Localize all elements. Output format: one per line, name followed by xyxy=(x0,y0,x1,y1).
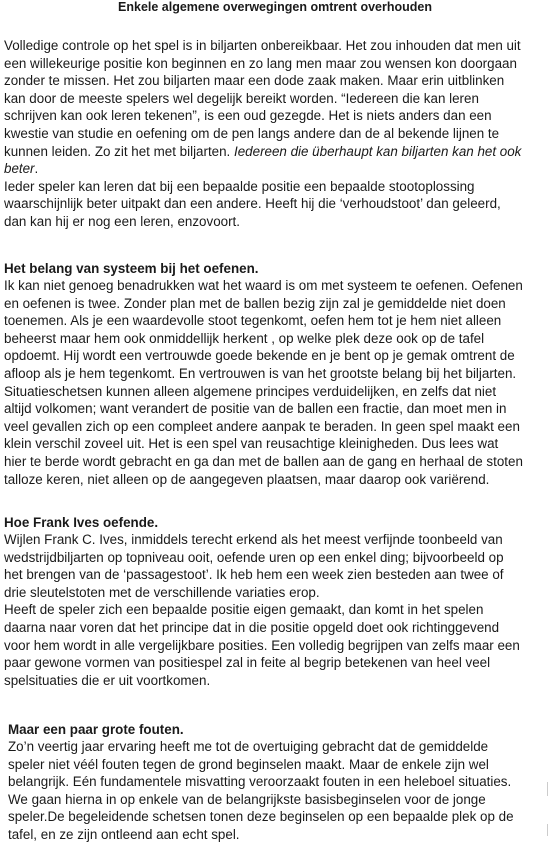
ives-paragraph xyxy=(4,531,548,689)
text-line: veel gevallen zich op een compleet andere aanpak te beraden. In geen spel maakt een xyxy=(4,418,520,434)
text-line: afloop als je hem tegenkomt. En vertrouwen is van het grootste belang bij het biljarten. xyxy=(4,365,517,381)
text-line: het brengen van de ‘passagestoot’. Ik heb hem een week zien besteden aan twee of xyxy=(4,567,504,583)
text-line: hier te berde wordt gebracht en ga dan met de ballen aan de gang en herhaal de stoten xyxy=(4,453,523,469)
text-line: Heeft de speler zich een bepaalde positie eigen gemaakt, dan komt in het spelen xyxy=(4,602,484,618)
text-line: tafel, en ze zijn ontleend aan echt spel. xyxy=(8,826,240,842)
text-line: altijd volkomen; want verandert de positie van de ballen een fractie, dan moet men in xyxy=(4,401,507,417)
text-line: talloze keren, niet alleen op de aangegeven plaatsen, maar daarop ook variërend. xyxy=(4,471,490,487)
text-line: belangrijk. Eén fundamentele misvatting veroorzaakt fouten in een heleboel situaties. xyxy=(8,774,512,790)
text-line: paar gewone vormen van positiespel zal in feite al begrip betekenen van heel veel xyxy=(4,655,491,671)
section-heading-ives: Hoe Frank Ives oefende. xyxy=(4,515,159,530)
text-line: wedstrijdbiljarten op topniveau ooit, oefende uren op een enkel ding; bijvoorbeeld op xyxy=(4,549,504,565)
text-line: spelsituaties die er uit voortkomen. xyxy=(4,672,211,688)
text-line: beheerst maar hem ook onmiddellijk herkent , op welke plek deze ook op de tafel xyxy=(4,330,485,346)
text-line: Situatieschetsen kunnen alleen algemene principes verduidelijken, en zelfs dat niet xyxy=(4,383,497,399)
scan-edge-mark xyxy=(547,824,548,836)
system-paragraph xyxy=(4,277,548,488)
text-line: zonder te missen. Het zou biljarten maar een dode zaak maken. Maar erin uitblinken xyxy=(4,73,505,89)
text-line: Wijlen Frank C. Ives, inmiddels terecht erkend als het meest verfijnde toonbeeld van xyxy=(4,532,503,547)
section-heading-system: Het belang van systeem bij het oefenen. xyxy=(4,261,259,276)
text-line: drie sleutelstoten met de verschillende variaties erop. xyxy=(4,584,320,600)
text-line: klein verschil zoveel uit. Het is een spel van reusachtige kleinigheden. Dus lees wat xyxy=(4,436,499,452)
text-line: daarna naar voren dat het principe dat in die positie opgeld doet ook richtinggevend xyxy=(4,619,500,635)
text-line: schrijven kan ook leren tekenen”, is een oud gezegde. Het is niets anders dan een xyxy=(4,108,492,124)
text-line: We gaan hierna in op enkele van de belangrijkste basisbeginselen voor de jonge xyxy=(8,791,486,807)
text-line xyxy=(4,143,548,161)
text-line: en oefenen is twee. Zonder plan met de ballen bezig zijn zal je gemiddelde niet doen xyxy=(4,295,506,311)
faults-paragraph xyxy=(8,738,550,844)
italic-quote: beter xyxy=(4,161,35,177)
text-line: Ik kan niet genoeg benadrukken wat het waard is om met systeem te oefenen. Oefenen xyxy=(4,278,523,293)
text-line: een willekeurige positie kon beginnen en zo lang men maar zou wensen kon doorgaan xyxy=(4,55,517,71)
text-run: kunnen leiden. Zo zit het met biljarten. xyxy=(4,143,231,159)
text-line: Ieder speler kan leren dat bij een bepaalde positie een bepaalde stootoplossing xyxy=(4,178,475,194)
text-line: Zo’n veertig jaar ervaring heeft me tot de overtuiging gebracht dat de gemiddelde xyxy=(8,739,489,754)
text-line: dan kan hij er nog een leren, enzovoort. xyxy=(4,213,240,229)
section-heading-faults: Maar een paar grote fouten. xyxy=(8,722,184,737)
text-line: voor hem wordt in alle vergelijkbare posities. Een volledig begrijpen van zelfs maar een xyxy=(4,637,520,653)
text-line: kwestie van studie en oefening om de pen langs andere dan de al bekende lijnen te xyxy=(4,125,500,141)
italic-quote: Iedereen die überhaupt kan biljarten kan het ook xyxy=(230,143,522,159)
text-line: opdoemt. Hij wordt een vertrouwde goede bekende en je bent op je gemak omtrent de xyxy=(4,348,515,364)
scan-edge-mark xyxy=(547,782,548,796)
text-line xyxy=(4,160,548,178)
text-run: . xyxy=(34,161,39,177)
document-title: Enkele algemene overwegingen omtrent overhouden xyxy=(118,0,432,14)
text-line: toenemen. Als je een waardevolle stoot tegenkomt, oefen hem tot je hem niet alleen xyxy=(4,313,502,329)
intro-paragraph xyxy=(4,37,548,231)
text-line: speler niet véél fouten tegen de grond beginselen maakt. Maar de enkele zijn wel xyxy=(8,756,489,772)
text-line: Volledige controle op het spel is in biljarten onbereikbaar. Het zou inhouden dat men uit xyxy=(4,38,521,53)
text-line: waarschijnlijk beter uitpakt dan een andere. Heeft hij die ‘verhoudstoot’ dan geleerd, xyxy=(4,196,501,212)
text-line: kan door de meeste spelers wel degelijk bereikt worden. “Iedereen die kan leren xyxy=(4,90,479,106)
text-line: speler.De begeleidende schetsen tonen deze beginselen op een bepaalde plek op de xyxy=(8,809,514,825)
